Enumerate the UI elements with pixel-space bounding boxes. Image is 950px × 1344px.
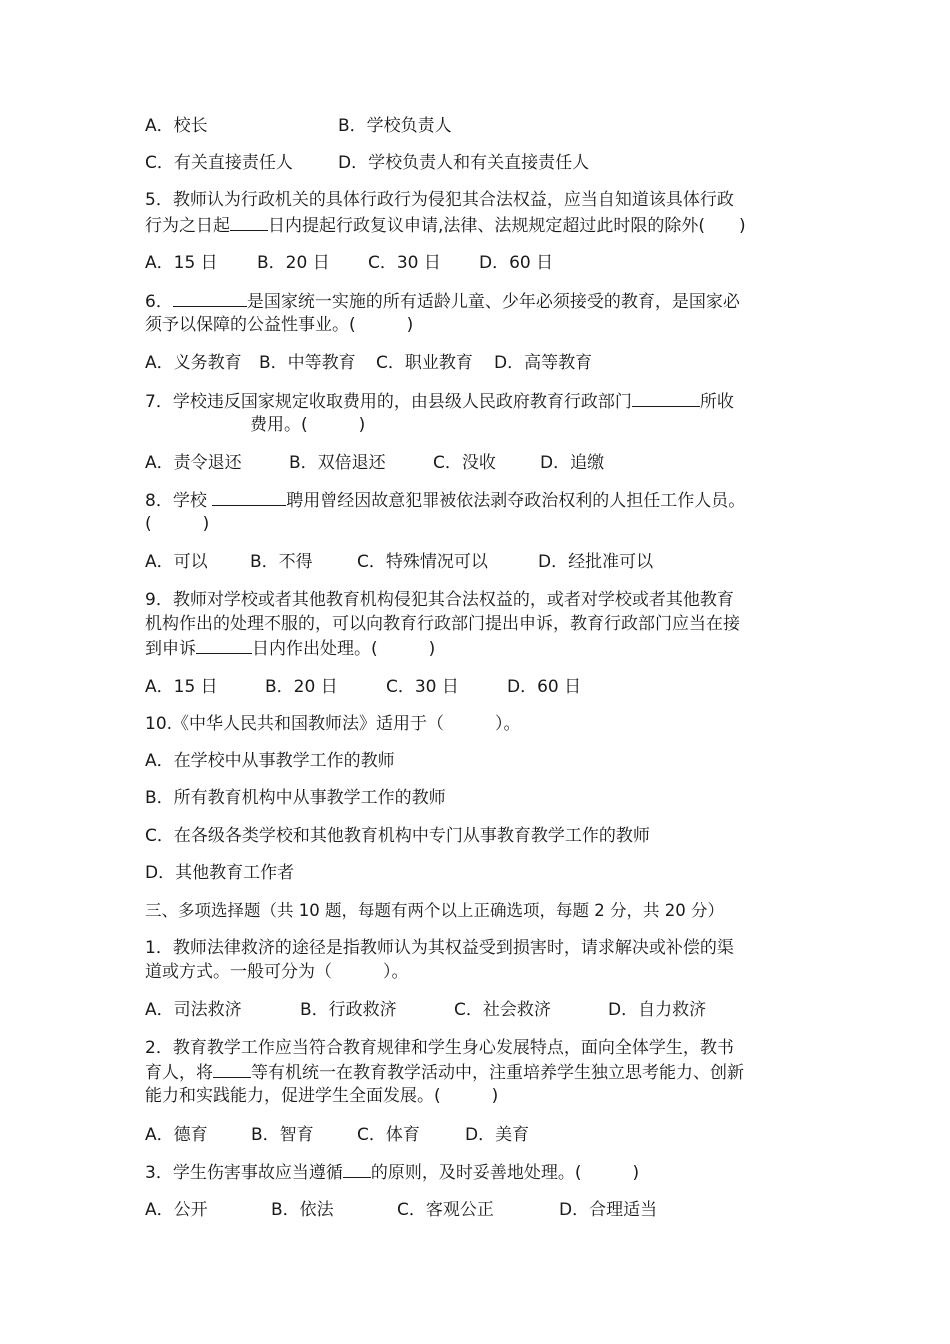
question-5-text-cont: 行为之日起 日内提起行政复议申请,法律、法规规定超过此时限的除外( ) [145,216,746,236]
option-d: D．其他教育工作者 [145,863,295,883]
question-m2-text-cont: 育人，将 等有机统一在教育教学活动中，注重培养学生独立思考能力、创新 [145,1063,744,1083]
question-6-text: 6． 是国家统一实施的所有适龄儿童、少年必须接受的教育，是国家必 [145,292,740,312]
option-a: A．校长 [145,116,208,136]
option-c: C．30 日 [386,677,459,697]
option-c: C．体育 [357,1125,420,1145]
question-7-text-cont: 费用。( ) [250,415,366,435]
question-m3-text: 3．学生伤害事故应当遵循 的原则，及时妥善地处理。( ) [145,1163,640,1183]
answer-blank [632,390,700,407]
section-title: 三、多项选择题（共 10 题，每题有两个以上正确选项，每题 2 分，共 20 分） [145,901,724,920]
option-b: B．20 日 [257,253,330,273]
question-8-text: 8．学校 聘用曾经因故意犯罪被依法剥夺政治权利的人担任工作人员。 [145,491,746,511]
option-c: C．有关直接责任人 [145,153,293,173]
option-a: A．义务教育 [145,353,242,373]
question-10-text: 10.《中华人民共和国教师法》适用于（ ）。 [145,714,521,734]
option-a: A．公开 [145,1200,208,1220]
question-9-text: 9．教师对学校或者其他教育机构侵犯其合法权益的，或者对学校或者其他教育 [145,590,734,610]
option-c: C．没收 [433,453,496,473]
option-a: A．15 日 [145,253,218,273]
option-a: A．在学校中从事教学工作的教师 [145,751,395,771]
option-b: B．智育 [251,1125,314,1145]
option-c: C．客观公正 [397,1200,494,1220]
answer-blank [212,489,286,506]
question-m1-text-cont: 道或方式。一般可分为（ ）。 [145,962,409,982]
option-d: D．60 日 [479,253,554,273]
question-6-text-cont: 须予以保障的公益性事业。( ) [145,315,414,335]
option-c: C．在各级各类学校和其他教育机构中专门从事教育教学工作的教师 [145,826,650,846]
option-b: B．所有教育机构中从事教学工作的教师 [145,788,446,808]
option-a: A．15 日 [145,677,218,697]
option-d: D．高等教育 [494,353,593,373]
option-c: C．特殊情况可以 [357,552,488,572]
option-a: A．责令退还 [145,453,242,473]
option-a: A．可以 [145,552,208,572]
answer-blank [230,214,268,231]
answer-blank [196,637,252,654]
option-b: B．行政救济 [300,1000,397,1020]
option-d: D．学校负责人和有关直接责任人 [338,153,590,173]
option-d: D．合理适当 [559,1200,658,1220]
option-b: B．双倍退还 [289,453,386,473]
option-d: D．自力救济 [608,1000,707,1020]
option-b: B．不得 [250,552,313,572]
question-7-text: 7．学校违反国家规定收取费用的，由县级人民政府教育行政部门 所收 [145,392,734,412]
option-a: A．司法救济 [145,1000,242,1020]
option-b: B．20 日 [265,677,338,697]
option-d: D．追缴 [540,453,605,473]
question-9-text-cont: 到申诉 日内作出处理。( ) [145,639,436,659]
question-m2-text: 2．教育教学工作应当符合教育规律和学生身心发展特点，面向全体学生，教书 [145,1038,734,1058]
option-d: D．经批准可以 [538,552,654,572]
answer-blank [213,1061,251,1078]
option-c: C．社会救济 [454,1000,551,1020]
option-d: D．60 日 [507,677,582,697]
question-9-text-cont: 机构作出的处理不服的，可以向教育行政部门提出申诉，教育行政部门应当在接 [145,614,740,634]
option-b: B．中等教育 [259,353,356,373]
option-a: A．德育 [145,1125,208,1145]
question-8-text-cont: ( ) [145,514,210,534]
question-m2-text-cont: 能力和实践能力，促进学生全面发展。( ) [145,1086,499,1106]
option-b: B．学校负责人 [338,116,452,136]
option-c: C．职业教育 [376,353,473,373]
option-b: B．依法 [271,1200,334,1220]
answer-blank [173,290,247,307]
option-d: D．美育 [465,1125,530,1145]
question-5-text: 5．教师认为行政机关的具体行政行为侵犯其合法权益，应当自知道该具体行政 [145,190,734,210]
question-m1-text: 1．教师法律救济的途径是指教师认为其权益受到损害时，请求解决或补偿的渠 [145,938,734,958]
option-c: C．30 日 [368,253,441,273]
answer-blank [343,1161,371,1178]
